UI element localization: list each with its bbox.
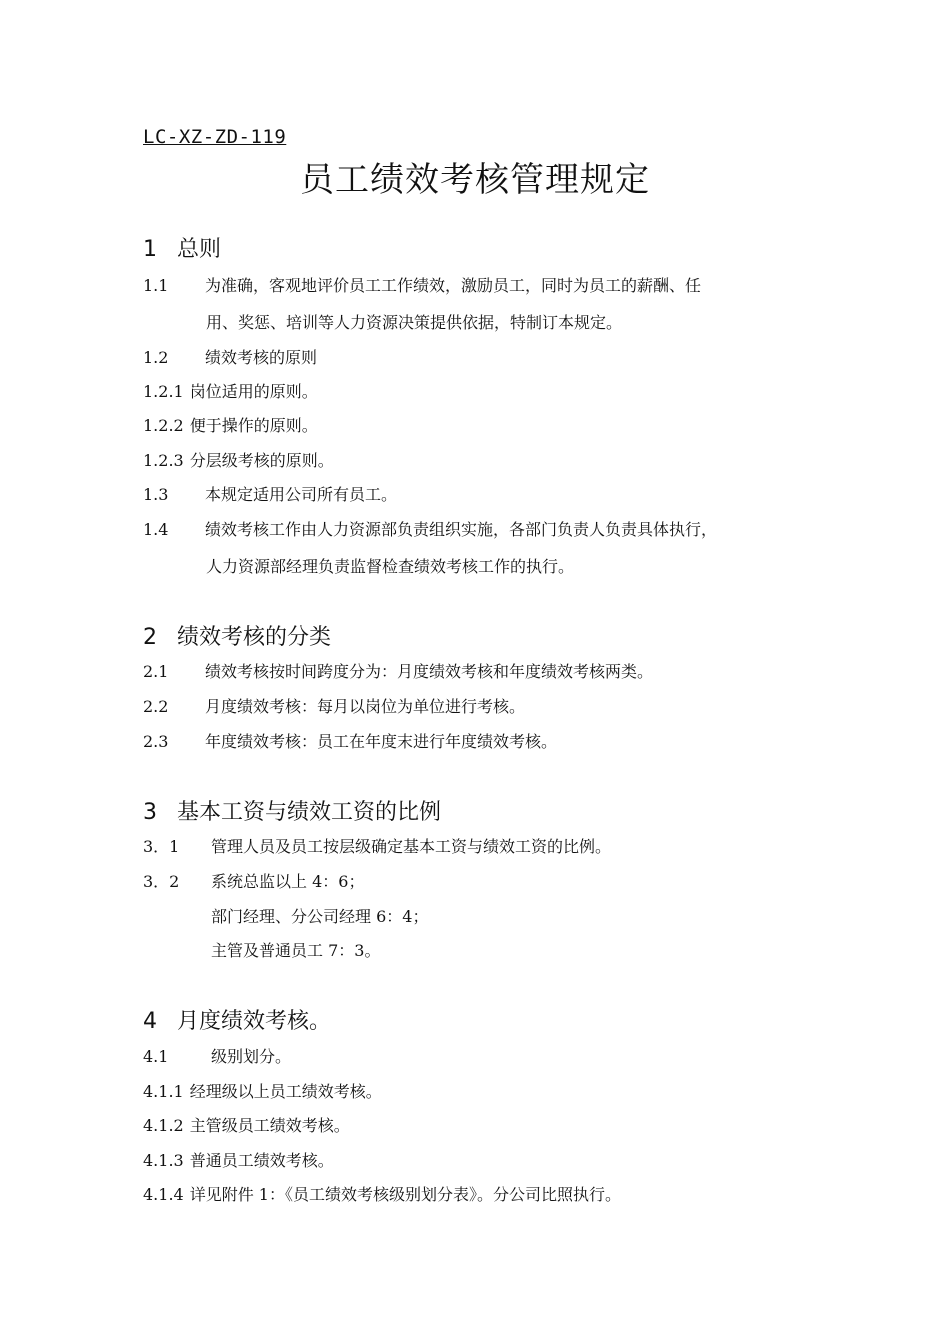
clause-1-2-1: 1.2.1 岗位适用的原则。 (143, 382, 318, 401)
section-heading-2: 2 绩效考核的分类 (143, 625, 332, 650)
clause-2-1: 2.1 绩效考核按时间跨度分为：月度绩效考核和年度绩效考核两类。 (143, 662, 654, 681)
clause-3-2-line-3: 主管及普通员工 7：3。 (211, 941, 381, 960)
section-heading-4: 4 月度绩效考核。 (143, 1009, 332, 1034)
clause-3-2: 3．2 系统总监以上 4：6； (143, 872, 365, 891)
document-code: LC-XZ-ZD-119 (143, 126, 287, 148)
clause-1-2: 1.2 绩效考核的原则 (143, 348, 318, 367)
clause-1-2-3: 1.2.3 分层级考核的原则。 (143, 451, 334, 470)
clause-4-1: 4.1 级别划分。 (143, 1047, 292, 1066)
clause-4-1-1: 4.1.1 经理级以上员工绩效考核。 (143, 1082, 382, 1101)
clause-2-2: 2.2 月度绩效考核：每月以岗位为单位进行考核。 (143, 697, 526, 716)
clause-1-4-continued: 人力资源部经理负责监督检查绩效考核工作的执行。 (206, 557, 575, 576)
clause-2-3: 2.3 年度绩效考核：员工在年度末进行年度绩效考核。 (143, 732, 558, 751)
clause-1-1-continued: 用、奖惩、培训等人力资源决策提供依据，特制订本规定。 (206, 313, 623, 332)
section-heading-3: 3 基本工资与绩效工资的比例 (143, 800, 442, 825)
clause-1-4: 1.4 绩效考核工作由人力资源部负责组织实施，各部门负责人负责具体执行， (143, 520, 718, 539)
clause-1-2-2: 1.2.2 便于操作的原则。 (143, 416, 318, 435)
clause-1-3: 1.3 本规定适用公司所有员工。 (143, 485, 398, 504)
document-title: 员工绩效考核管理规定 (300, 160, 650, 200)
clause-4-1-4: 4.1.4 详见附件 1：《员工绩效考核级别划分表》。分公司比照执行。 (143, 1185, 621, 1204)
clause-4-1-2: 4.1.2 主管级员工绩效考核。 (143, 1116, 350, 1135)
clause-4-1-3: 4.1.3 普通员工绩效考核。 (143, 1151, 334, 1170)
clause-3-1: 3．1 管理人员及员工按层级确定基本工资与绩效工资的比例。 (143, 837, 612, 856)
section-heading-1: 1 总则 (143, 237, 222, 262)
clause-3-2-line-2: 部门经理、分公司经理 6：4； (211, 907, 429, 926)
clause-1-1: 1.1 为准确，客观地评价员工工作绩效，激励员工，同时为员工的薪酬、任 (143, 276, 702, 295)
